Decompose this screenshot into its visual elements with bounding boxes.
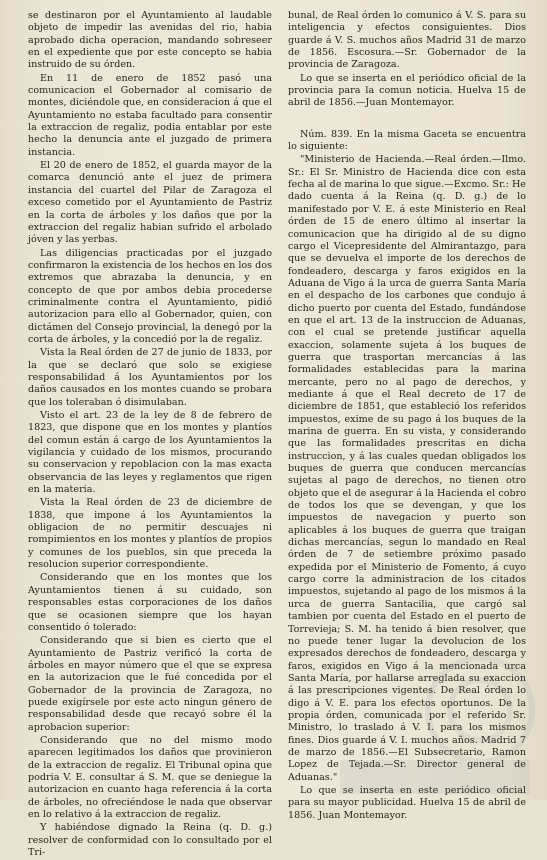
paragraph: Vista la Real órden de 23 de diciembre de 1838, que impone á los Ayuntamientos la obligacion de no permitir descuajes ni rompimientos en los montes y plantíos de propios y comunes de los pueblos, sin que preceda la resolucion superior correspondiente. (28, 497, 272, 571)
paragraph: Lo que se inserta en el periódico oficial de la provincia para la comun noticia. Huelva 15 de abril de 1856.—Juan Montemayor. (288, 72, 526, 109)
paragraph: Lo que se inserta en este periódico oficial para su mayor publicidad. Huelva 15 de abril de 1856. Juan Montemayor. (288, 784, 526, 821)
paragraph: El 20 de enero de 1852, el guarda mayor de la comarca denunció ante el juez de primera instancia del cuartel del Pilar de Zaragoza el exceso cometido por el Ayuntamiento de Pastriz en la corta de árboles y los daños que por la extraccion del regaliz habian sufrido el arbolado jóven y las yerbas. (28, 160, 272, 246)
paragraph: Considerando que si bien es cierto que el Ayuntamiento de Pastriz verificó la corta de árboles en mayor número que el que se expresa en la autorizacion que le fué concedida por el Gobernador de la provincia de Zaragoza, no puede exigírsele por este acto ningun género de responsabilidad desde que recayó sobre él la aprobacion superior: (28, 635, 272, 733)
section-heading: Núm. 839. En la misma Gaceta se encuentra lo siguiente: (288, 128, 526, 153)
right-column (288, 10, 526, 823)
paragraph: bunal, de Real órden lo comunico á V. S. para su inteligencia y efectos consiguientes. Dios guarde á V. S. muchos años Madrid 31 de marzo de 1856. Escosura.—Sr. Gobernador de la provincia de Zaragoza. (288, 10, 526, 71)
section-gap (288, 111, 526, 129)
left-column (28, 10, 272, 860)
paragraph: Vista la Real órden de 27 de junio de 1833, por la que se declaró que solo se exigiese responsabilidad á los Ayuntamientos por los daños causados en los montes cuando se probara que los toleraban ó disimulaban. (28, 347, 272, 408)
paragraph: se destinaron por el Ayuntamiento al laudable objeto de impedir las avenidas del rio, habia aprobado dicha operacion, mandando sobreseer en el expediente que por este concepto se habia instruido de su órden. (28, 10, 272, 71)
paragraph: Considerando que en los montes que los Ayuntamientos tienen á su cuidado, son responsables estas corporaciones de los daños que se ocasionen siempre que los hayan consentido ó tolerado: (28, 572, 272, 633)
paragraph: Las diligencias practicadas por el juzgado confirmaron la existencia de los hechos en los dos extremos que abrazaba la denuncia, y en concepto de que por ambos debia procederse criminalmente contra el Ayuntamiento, pidió autorizacion para ello al Gobernador, quien, con dictámen del Consejo provincial, la denegó por la corta de árboles, y la concedió por la de regaliz. (28, 247, 272, 345)
paragraph: "Ministerio de Hacienda.—Real órden.—Ilmo. Sr.: El Sr. Ministro de Hacienda dice con esta fecha al de marina lo que sigue.—Excmo. Sr.: He dado cuenta á la Reina (q. D. g.) de lo manifestado por V. E. á este Ministerio en Real órden de 15 de enero último al insertar la comunicacion que ha dirigido al de su digno cargo el Vicepresidente del Almirantazgo, para que se devuelva el importe de los derechos de fondeadero, descarga y faros exigidos en la Aduana de Vigo á la urca de guerra Santa María en el despacho de los carbones que condujo á dicho puerto por cuenta del Estado, fundándose en que el art. 13 de la instruccion de Aduanas, con el cual se pretende justificar aquella exaccion, solamente sujeta á los buques de guerra que trasportan mercancías á las formalidades establecidas para la marina mercante, pero no al pago de derechos, y mediante á que el Real decreto de 17 de diciembre de 1851, que estableció los referidos impuestos, exime de su pago á los buques de la marina de guerra. En su vista, y considerando que las formalidades prescritas en dicha instruccion, y á las cuales quedan obligados los buques de guerra que conducen mercancías sujetas al pago de derechos, no tienen otro objeto que el de asegurar á la Hacienda el cobro de todos los que se devengan, y que los impuestos de navegacion y puerto son aplicables á los buques de guerra que traigan dichas mercancías, segun lo mandado en Real órden de 7 de setiembre próximo pasado expedida por el Ministerio de Fomento, á cuyo cargo corre la administracion de los citados impuestos, sujetando al pago de los mismos á la urca de guerra Santacilia, que cargó sal tambien por cuenta del Estado en el puerto de Torrevieja; S. M. ha tenido á bien resolver, que no puede tener lugar la devolucion de los expresados derechos de fondeadero, descarga y faros, exigidos en Vigo á la mencionada urca Santa María, por hallarse arreglada su exaccion á las prescripciones vigentes. De Real órden lo digo á V. E. para los efectos oportunos. De la propia órden, comunicada por el referido Sr. Ministro, lo traslado á V. I. para los mismos fines. Dios guarde á V. I. muchos años. Madrid 7 de marzo de 1856.—El Subsecretario, Ramon Lopez de Tejada.—Sr. Director general de Aduanas." (288, 154, 526, 783)
paragraph: Y habiéndose dignado la Reina (q. D. g.) resolver de conformidad con lo consultado por el Tri- (28, 822, 272, 859)
paragraph: Visto el art. 23 de la ley de 8 de febrero de 1823, que dispone que en los montes y plantíos del comun están á cargo de los Ayuntamientos la vigilancia y cuidado de los mismos, procurando su conservacion y repoblacion con la mas exacta observancia de las leyes y reglamentos que rigen en la materia. (28, 410, 272, 496)
paragraph: Considerando que no del mismo modo aparecen legitimados los daños que provinieron de la extraccion de regaliz. El Tribunal opina que podria V. E. consultar á S. M. que se deniegue la autorizacion en cuanto haga referencia á la corta de árboles, no ofreciéndose le nada que observar en lo relativo á la extraccion de regaliz. (28, 734, 272, 820)
paragraph: En 11 de enero de 1852 pasó una comunicacion el Gobernador al comisario de montes, diciéndole que, en consideracion á que el Ayuntamiento no estaba facultado para consentir la extraccion de regaliz, podia entablar por este hecho la denuncia ante el juzgado de primera instancia. (28, 72, 272, 158)
